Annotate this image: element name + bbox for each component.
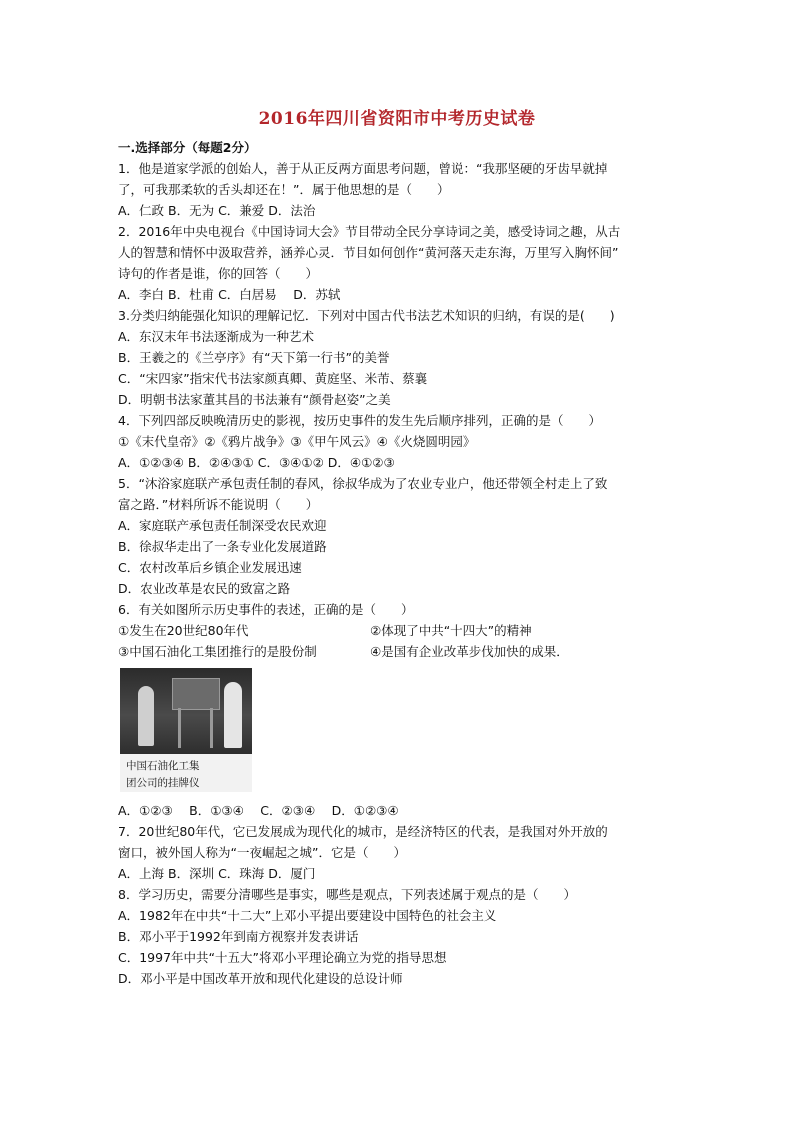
section-heading: 一.选择部分（每题2分） <box>118 140 257 155</box>
exam-content <box>118 137 684 989</box>
question-6 <box>118 599 684 821</box>
question-stem: 2．2016年中央电视台《中国诗词大会》节目带动全民分享诗词之美，感受诗词之趣，从古 <box>118 224 621 239</box>
option-d: D．明朝书法家董其昌的书法兼有“颜骨赵姿”之美 <box>118 392 391 407</box>
question-4 <box>118 410 684 473</box>
question-1 <box>118 158 684 221</box>
option-b: B．王羲之的《兰亭序》有“天下第一行书”的美誉 <box>118 350 390 365</box>
question-5 <box>118 473 684 599</box>
caption-line: 团公司的挂牌仪 <box>126 777 200 789</box>
question-stem: 5．“沐浴家庭联产承包责任制的春风，徐叔华成为了农业专业户，他还带领全村走上了致 <box>118 476 608 491</box>
question-stem: 6．有关如图所示历史事件的表述，正确的是（ ） <box>118 602 414 617</box>
option-b: B．邓小平于1992年到南方视察并发表讲话 <box>118 929 359 944</box>
statement-row <box>118 641 684 662</box>
question-stem: 4．下列四部反映晚清历史的影视，按历史事件的发生先后顺序排列，正确的是（ ） <box>118 413 601 428</box>
option-c: C．农村改革后乡镇企业发展迅速 <box>118 560 302 575</box>
page-title: 2016年四川省资阳市中考历史试卷 <box>258 109 536 129</box>
question-items: ①《末代皇帝》②《鸦片战争》③《甲午风云》④《火烧圆明园》 <box>118 434 476 449</box>
question-stem: 诗句的作者是谁，你的回答（ ） <box>118 266 319 281</box>
statement-row <box>118 620 684 641</box>
question-options: A．①②③④ B．②④③① C．③④①② D．④①②③ <box>118 455 395 470</box>
question-options: A．上海 B．深圳 C．珠海 D．厦门 <box>118 866 316 881</box>
question-options: A．仁政 B．无为 C．兼爱 D．法治 <box>118 203 316 218</box>
option-a: A．1982年在中共“十二大”上邓小平提出要建设中国特色的社会主义 <box>118 908 497 923</box>
option-a: A．东汉末年书法逐渐成为一种艺术 <box>118 329 315 344</box>
figure-caption <box>120 754 252 792</box>
question-figure <box>120 668 252 792</box>
statement-3: ③中国石油化工集团推行的是股份制 <box>118 644 317 659</box>
statement-1: ①发生在20世纪80年代 <box>118 623 249 638</box>
question-2 <box>118 221 684 305</box>
option-c: C．“宋四家”指宋代书法家颜真卿、黄庭坚、米芾、蔡襄 <box>118 371 428 386</box>
question-7 <box>118 821 684 884</box>
option-c: C．1997年中共“十五大”将邓小平理论确立为党的指导思想 <box>118 950 447 965</box>
question-stem: 富之路．”材料所诉不能说明（ ） <box>118 497 319 512</box>
question-options: A．李白 B．杜甫 C．白居易 D．苏轼 <box>118 287 341 302</box>
question-stem: 7．20世纪80年代，它已发展成为现代化的城市，是经济特区的代表，是我国对外开放的 <box>118 824 608 839</box>
question-stem: 1．他是道家学派的创始人，善于从正反两方面思考问题，曾说：“我那坚硬的牙齿早就掉 <box>118 161 608 176</box>
option-b: B．徐叔华走出了一条专业化发展道路 <box>118 539 327 554</box>
option-d: D．邓小平是中国改革开放和现代化建设的总设计师 <box>118 971 403 986</box>
question-stem: 窗口，被外国人称为“一夜崛起之城”．它是（ ） <box>118 845 406 860</box>
question-8 <box>118 884 684 989</box>
question-stem: 人的智慧和情怀中汲取营养，涵养心灵．节目如何创作“黄河落天走东海，万里写入胸怀间” <box>118 245 619 260</box>
ceremony-photo <box>120 668 252 754</box>
option-d: D．农业改革是农民的致富之路 <box>118 581 291 596</box>
question-stem: 3.分类归纳能强化知识的理解记忆．下列对中国古代书法艺术知识的归纳，有误的是( ) <box>118 308 615 323</box>
question-stem: 了，可我那柔软的舌头却还在！”．属于他思想的是（ ） <box>118 182 450 197</box>
statement-2: ②体现了中共“十四大”的精神 <box>370 623 532 638</box>
caption-line: 中国石油化工集 <box>126 760 200 772</box>
question-3 <box>118 305 684 410</box>
option-a: A．家庭联产承包责任制深受农民欢迎 <box>118 518 327 533</box>
question-stem: 8．学习历史，需要分清哪些是事实，哪些是观点，下列表述属于观点的是（ ） <box>118 887 576 902</box>
question-options: A．①②③ B．①③④ C．②③④ D．①②③④ <box>118 803 399 818</box>
statement-4: ④是国有企业改革步伐加快的成果． <box>370 644 569 659</box>
